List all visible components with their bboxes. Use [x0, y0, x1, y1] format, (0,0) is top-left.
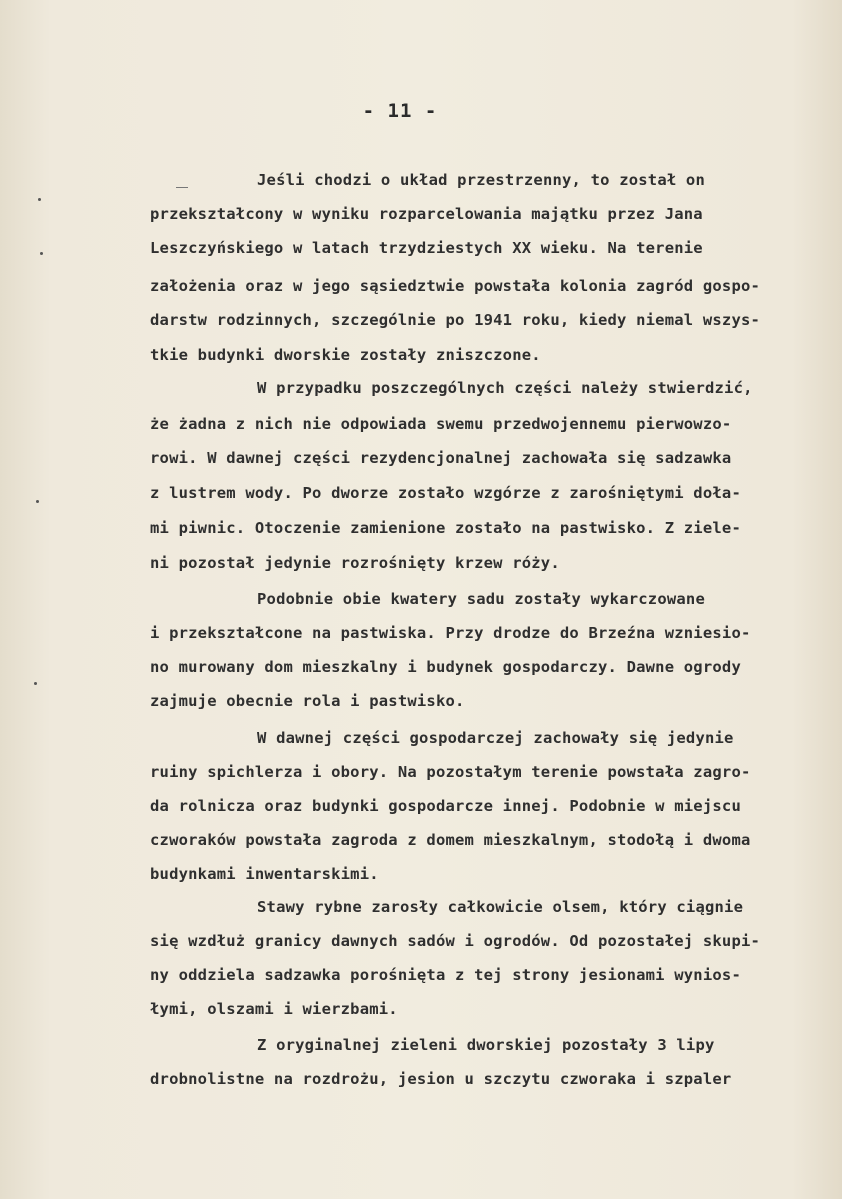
text-line: W przypadku poszczególnych części należy stwierdzić,	[257, 379, 753, 397]
text-line: rowi. W dawnej części rezydencjonalnej zachowała się sadzawka	[150, 449, 732, 467]
text-line: Jeśli chodzi o układ przestrzenny, to został on	[257, 171, 705, 189]
text-line: że żadna z nich nie odpowiada swemu przedwojennemu pierwowzo-	[150, 415, 732, 433]
text-line: zajmuje obecnie rola i pastwisko.	[150, 692, 465, 710]
text-line: łymi, olszami i wierzbami.	[150, 1000, 398, 1018]
text-line: ny oddziela sadzawka porośnięta z tej strony jesionami wynios-	[150, 966, 741, 984]
text-line: drobnolistne na rozdrożu, jesion u szczytu czworaka i szpaler	[150, 1070, 732, 1088]
text-line: no murowany dom mieszkalny i budynek gospodarczy. Dawne ogrody	[150, 658, 741, 676]
text-line: darstw rodzinnych, szczególnie po 1941 roku, kiedy niemal wszys-	[150, 311, 761, 329]
text-line: się wzdłuż granicy dawnych sadów i ogrodów. Od pozostałej skupi-	[150, 932, 761, 950]
margin-mark	[36, 500, 39, 503]
text-line: Podobnie obie kwatery sadu zostały wykarczowane	[257, 590, 705, 608]
text-line: założenia oraz w jego sąsiedztwie powstała kolonia zagród gospo-	[150, 277, 761, 295]
text-line: mi piwnic. Otoczenie zamienione zostało na pastwisko. Z ziele-	[150, 519, 741, 537]
text-line: ruiny spichlerza i obory. Na pozostałym terenie powstała zagro-	[150, 763, 751, 781]
margin-dash	[176, 187, 188, 188]
margin-mark	[34, 682, 37, 685]
text-line: Leszczyńskiego w latach trzydziestych XX wieku. Na terenie	[150, 239, 703, 257]
page-number: - 11 -	[362, 100, 438, 122]
text-line: czworaków powstała zagroda z domem mieszkalnym, stodołą i dwoma	[150, 831, 751, 849]
text-line: budynkami inwentarskimi.	[150, 865, 379, 883]
text-line: Stawy rybne zarosły całkowicie olsem, który ciągnie	[257, 898, 744, 916]
margin-mark	[40, 252, 43, 255]
text-line: z lustrem wody. Po dworze zostało wzgórze z zarośniętymi doła-	[150, 484, 741, 502]
text-line: przekształcony w wyniku rozparcelowania majątku przez Jana	[150, 205, 703, 223]
margin-mark	[38, 198, 41, 201]
text-line: W dawnej części gospodarczej zachowały się jedynie	[257, 729, 734, 747]
text-line: Z oryginalnej zieleni dworskiej pozostały 3 lipy	[257, 1036, 715, 1054]
text-line: i przekształcone na pastwiska. Przy drodze do Brzeźna wzniesio-	[150, 624, 751, 642]
text-line: da rolnicza oraz budynki gospodarcze innej. Podobnie w miejscu	[150, 797, 741, 815]
text-line: ni pozostał jedynie rozrośnięty krzew róży.	[150, 554, 560, 572]
text-line: tkie budynki dworskie zostały zniszczone.	[150, 346, 541, 364]
